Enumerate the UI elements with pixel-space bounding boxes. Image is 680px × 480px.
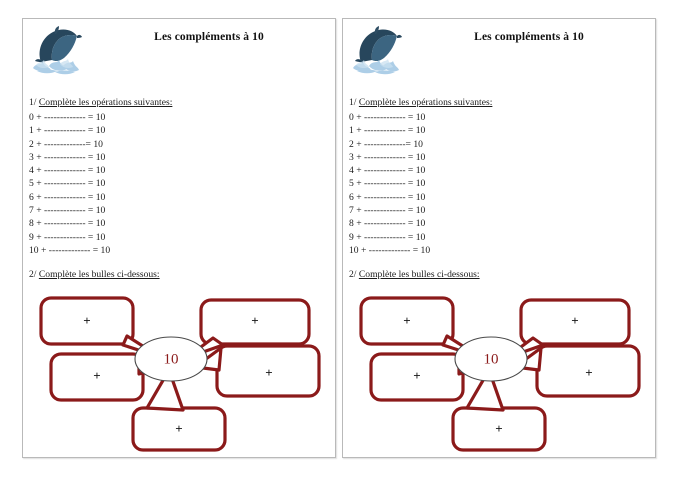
center-value: 10	[483, 351, 499, 368]
exercise1-number: 1/	[349, 97, 357, 108]
operation-row[interactable]: 1 + ------------- = 10	[29, 125, 106, 137]
operation-row[interactable]: 0 + ------------- = 10	[29, 112, 106, 123]
exercise1-heading	[349, 97, 655, 108]
exercise1-instruction: Complète les opérations suivantes:	[38, 97, 173, 108]
operation-row[interactable]: 10 + ------------- = 10	[29, 244, 111, 256]
operation-row[interactable]: 6 + ------------- = 10	[29, 191, 106, 203]
bubble-label: +	[495, 421, 503, 437]
worksheet-panel-right	[342, 18, 656, 458]
center-ellipse[interactable]	[135, 337, 207, 381]
bubble-label: +	[265, 365, 273, 381]
operation-row[interactable]: 8 + ------------- = 10	[349, 218, 426, 230]
page-title: Les compléments à 10	[474, 31, 584, 43]
dolphin-icon	[347, 22, 405, 78]
worksheet-panel-left	[22, 18, 336, 458]
operation-row[interactable]: 3 + ------------- = 10	[349, 151, 426, 163]
page-title: Les compléments à 10	[154, 31, 264, 43]
exercise2-number: 2/	[29, 269, 37, 281]
exercise1-instruction: Complète les opérations suivantes:	[358, 97, 493, 108]
operations-list-right	[349, 111, 655, 257]
bubbles-diagram-right	[343, 284, 657, 459]
bubble-label: +	[585, 365, 593, 381]
exercise2-instruction: Complète les bulles ci-dessous:	[358, 269, 480, 281]
operation-row[interactable]: 10 + ------------- = 10	[349, 244, 431, 256]
center-ellipse[interactable]	[455, 337, 527, 381]
operation-row[interactable]: 4 + ------------- = 10	[29, 165, 106, 177]
bubble-middle-right[interactable]	[515, 346, 639, 396]
bubble-label: +	[571, 313, 579, 329]
operation-row[interactable]: 0 + ------------- = 10	[349, 112, 426, 123]
dolphin-icon	[27, 22, 85, 78]
bubble-label: +	[251, 313, 259, 329]
bubble-bottom[interactable]	[453, 370, 545, 450]
operation-row[interactable]: 9 + ------------- = 10	[29, 231, 106, 243]
operation-row[interactable]: 8 + ------------- = 10	[29, 218, 106, 230]
operation-row[interactable]: 3 + ------------- = 10	[29, 151, 106, 163]
bubble-middle-right[interactable]	[195, 346, 319, 396]
exercise1-heading	[29, 97, 335, 108]
exercise1-number: 1/	[29, 97, 37, 108]
exercise2-heading	[349, 269, 655, 280]
operation-row[interactable]: 1 + ------------- = 10	[349, 125, 426, 137]
panel-header-left	[23, 19, 335, 77]
exercise2-instruction: Complète les bulles ci-dessous:	[38, 269, 160, 281]
center-value: 10	[163, 351, 179, 368]
operation-row[interactable]: 9 + ------------- = 10	[349, 231, 426, 243]
operation-row[interactable]: 7 + ------------- = 10	[29, 205, 106, 217]
bubble-label: +	[83, 313, 91, 329]
bubbles-diagram-left	[23, 284, 337, 459]
operation-row[interactable]: 2 + -------------= 10	[349, 138, 423, 150]
panel-header-right	[343, 19, 655, 77]
bubble-label: +	[413, 368, 421, 384]
operation-row[interactable]: 7 + ------------- = 10	[349, 205, 426, 217]
operations-list-left	[29, 111, 335, 257]
bubble-label: +	[403, 313, 411, 329]
operation-row[interactable]: 6 + ------------- = 10	[349, 191, 426, 203]
operation-row[interactable]: 5 + ------------- = 10	[29, 178, 106, 190]
operation-row[interactable]: 5 + ------------- = 10	[349, 178, 426, 190]
bubble-label: +	[175, 421, 183, 437]
exercise2-heading	[29, 269, 335, 280]
exercise2-number: 2/	[349, 269, 357, 281]
operation-row[interactable]: 2 + -------------= 10	[29, 138, 103, 150]
operation-row[interactable]: 4 + ------------- = 10	[349, 165, 426, 177]
bubble-label: +	[93, 368, 101, 384]
bubble-bottom[interactable]	[133, 370, 225, 450]
